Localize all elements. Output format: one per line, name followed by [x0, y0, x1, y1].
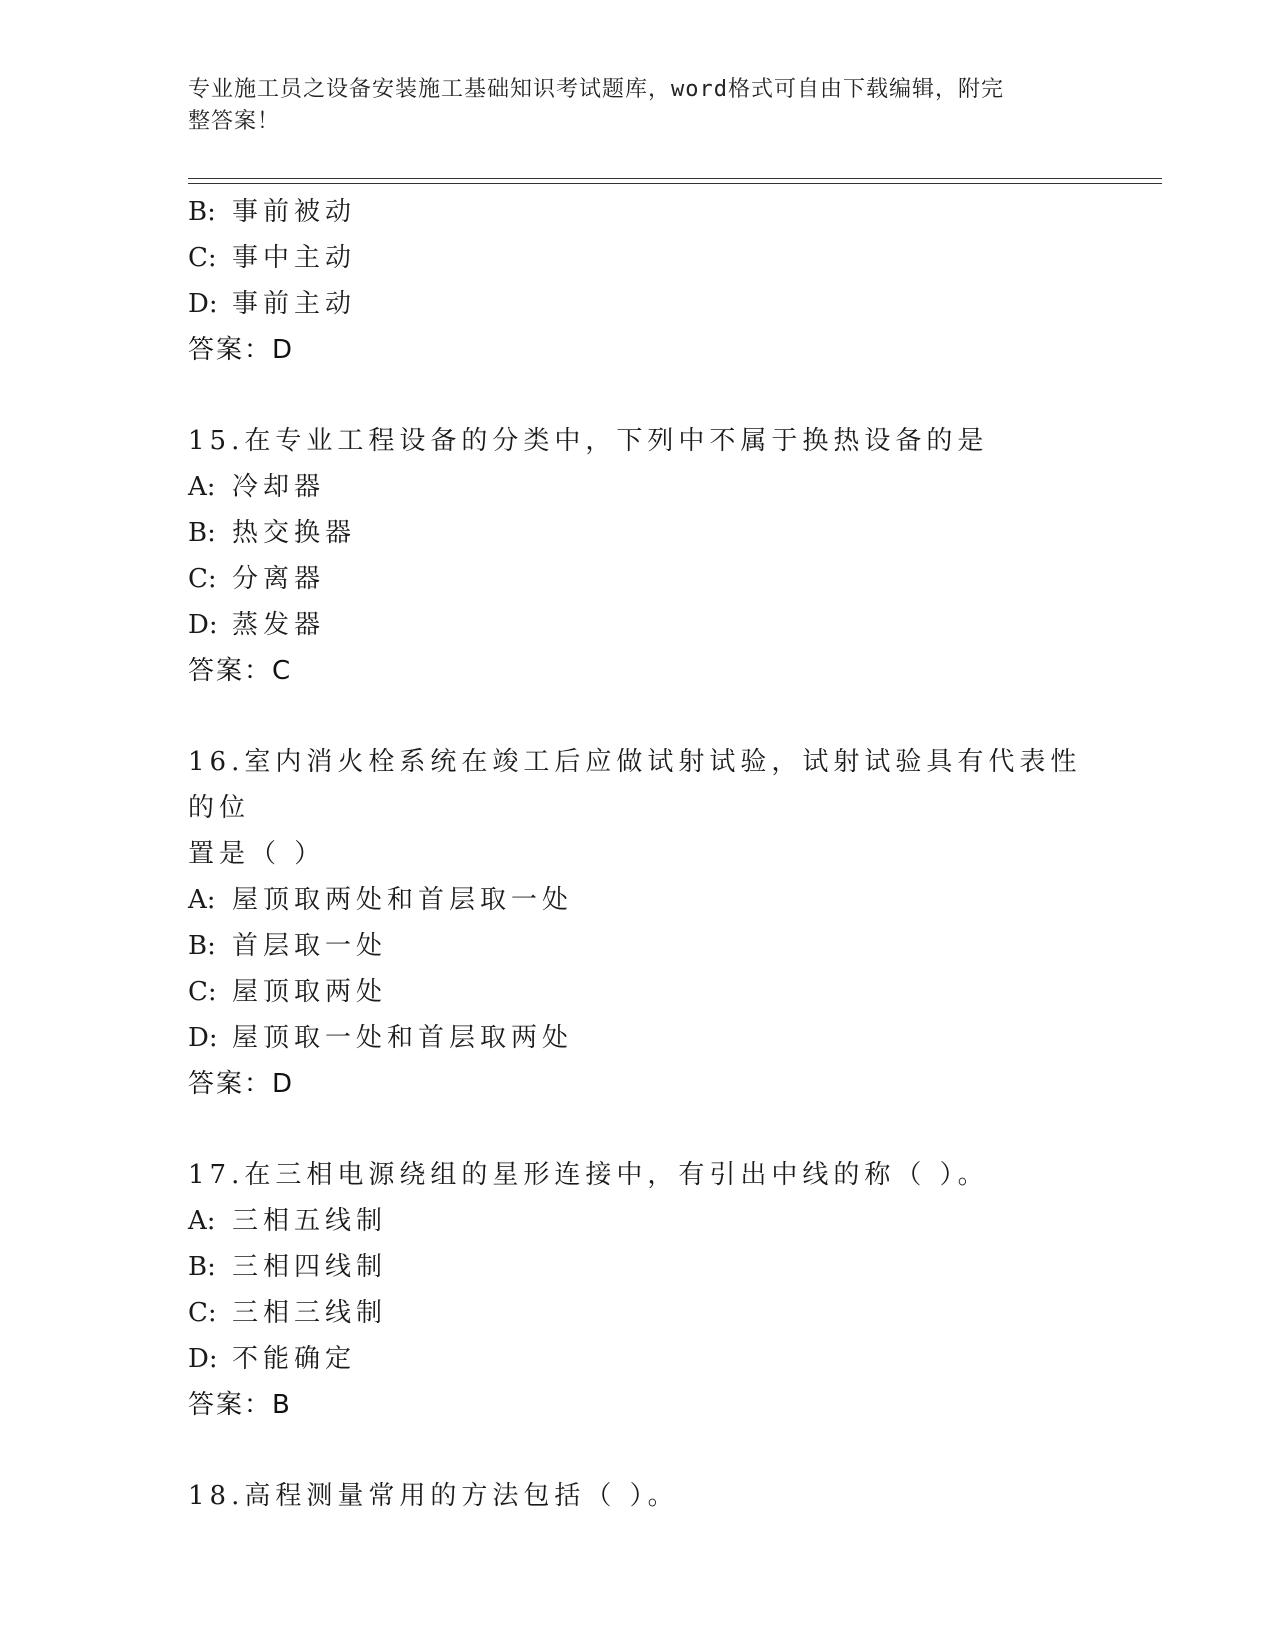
option-text: 事前主动: [232, 289, 357, 319]
header-divider-bottom: [188, 183, 1162, 184]
option-text: 不能确定: [232, 1344, 357, 1374]
answer-line: 答案：D: [188, 335, 295, 365]
option-letter: C:: [188, 243, 217, 273]
option-a: [188, 1198, 1128, 1244]
question-list: [188, 189, 1128, 1519]
option-c: [188, 556, 1128, 602]
question-stem: 15.在专业工程设备的分类中，下列中不属于换热设备的是: [188, 426, 989, 456]
question-block-17: [188, 1152, 1128, 1428]
option-text: 蒸发器: [232, 610, 326, 640]
spacer: [188, 373, 1128, 418]
option-text: 热交换器: [232, 518, 357, 548]
question-stem-line-2: 置是（ ）: [188, 839, 326, 869]
option-letter: A:: [188, 472, 216, 502]
option-d: [188, 602, 1128, 648]
option-b: [188, 1244, 1128, 1290]
option-text: 三相五线制: [232, 1206, 388, 1236]
header-divider-top: [188, 178, 1162, 179]
option-text: 冷却器: [232, 472, 326, 502]
option-text: 分离器: [232, 564, 326, 594]
option-letter: B:: [188, 518, 216, 548]
option-a: [188, 464, 1128, 510]
option-letter: D:: [188, 610, 218, 640]
header-title-line-2: 整答案！: [188, 109, 281, 134]
option-text: 屋顶取两处: [232, 977, 388, 1007]
question-stem: 18.高程测量常用的方法包括（ ）。: [188, 1481, 679, 1511]
option-letter: D:: [188, 289, 218, 319]
option-text: 三相四线制: [232, 1252, 388, 1282]
spacer: [188, 1107, 1128, 1152]
question-block-14-continued: [188, 189, 1128, 373]
option-c: [188, 969, 1128, 1015]
option-letter: C:: [188, 977, 217, 1007]
answer-line: 答案：D: [188, 1069, 295, 1099]
option-b: [188, 189, 1128, 235]
option-b: [188, 923, 1128, 969]
option-letter: B:: [188, 931, 216, 961]
option-text: 首层取一处: [232, 931, 388, 961]
answer-line: 答案：C: [188, 656, 293, 686]
spacer: [188, 694, 1128, 739]
question-stem: 17.在三相电源绕组的星形连接中，有引出中线的称（ ）。: [188, 1160, 989, 1190]
option-letter: D:: [188, 1344, 218, 1374]
option-letter: B:: [188, 197, 216, 227]
option-letter: C:: [188, 564, 217, 594]
option-b: [188, 510, 1128, 556]
option-text: 屋顶取一处和首层取两处: [232, 1023, 574, 1053]
option-d: [188, 1015, 1128, 1061]
header-title-line-1: 专业施工员之设备安装施工基础知识考试题库，word格式可自由下载编辑，附完: [188, 77, 1004, 102]
question-stem-line-1: 16.室内消火栓系统在竣工后应做试射试验，试射试验具有代表性的位: [188, 747, 1082, 823]
option-letter: A:: [188, 885, 216, 915]
option-text: 事中主动: [232, 243, 357, 273]
option-c: [188, 235, 1128, 281]
option-letter: D:: [188, 1023, 218, 1053]
option-text: 三相三线制: [232, 1298, 388, 1328]
option-letter: C:: [188, 1298, 217, 1328]
question-block-15: [188, 418, 1128, 694]
option-a: [188, 877, 1128, 923]
question-block-18: [188, 1473, 1128, 1519]
spacer: [188, 1428, 1128, 1473]
question-block-16: [188, 739, 1128, 1107]
option-text: 屋顶取两处和首层取一处: [232, 885, 574, 915]
answer-line: 答案：B: [188, 1390, 292, 1420]
option-text: 事前被动: [232, 197, 357, 227]
option-letter: B:: [188, 1252, 216, 1282]
option-c: [188, 1290, 1128, 1336]
option-d: [188, 281, 1128, 327]
document-header: [188, 74, 1068, 138]
option-d: [188, 1336, 1128, 1382]
option-letter: A:: [188, 1206, 216, 1236]
